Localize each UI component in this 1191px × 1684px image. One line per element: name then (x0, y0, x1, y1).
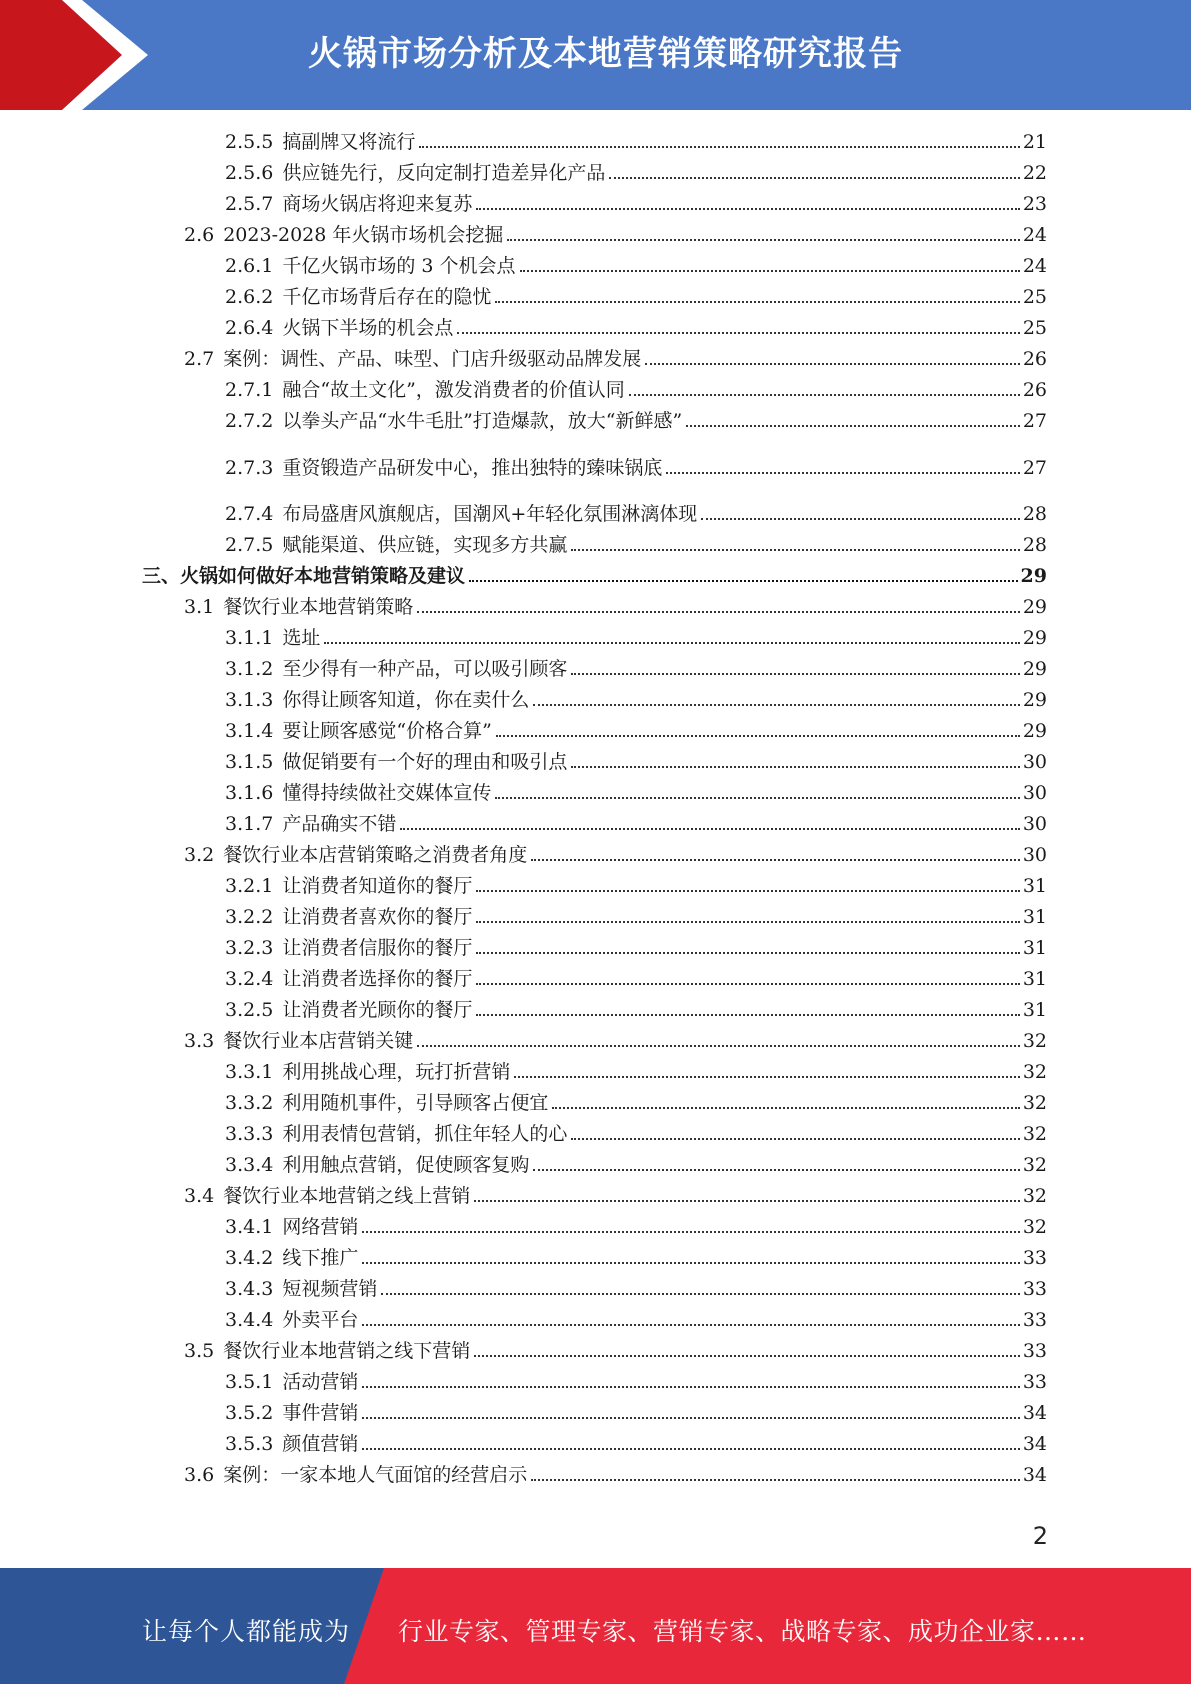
toc-entry[interactable] (225, 188, 1047, 216)
toc-entry-title: 利用随机事件，引导顾客占便宜 (282, 1092, 549, 1114)
toc-entry-number: 3.2.2 (225, 906, 274, 928)
toc-entry-number: 2.7.4 (225, 503, 274, 525)
toc-entry-title: 餐饮行业本地营销之线上营销 (223, 1185, 471, 1207)
toc-entry-number: 3.4.4 (225, 1309, 274, 1331)
toc-entry-label (184, 347, 641, 371)
toc-entry-label (225, 998, 472, 1022)
toc-entry-page: 24 (1022, 224, 1047, 246)
toc-entry-title: 事件营销 (282, 1402, 359, 1424)
toc-leader-dots (474, 1200, 1020, 1202)
toc-entry-title: 商场火锅店将迎来复苏 (282, 193, 473, 215)
toc-entry-page: 29 (1020, 565, 1047, 587)
toc-entry[interactable] (225, 1304, 1047, 1332)
toc-leader-dots (701, 518, 1020, 520)
toc-entry[interactable] (225, 498, 1047, 526)
toc-entry-number: 3.3.3 (225, 1123, 274, 1145)
toc-entry-number: 3.3.4 (225, 1154, 274, 1176)
toc-entry-page: 31 (1022, 999, 1047, 1021)
toc-entry-title: 餐饮行业本地营销之线下营销 (223, 1340, 471, 1362)
toc-entry[interactable] (225, 281, 1047, 309)
toc-entry[interactable] (184, 1180, 1047, 1208)
toc-entry-number: 3.1.4 (225, 720, 274, 742)
toc-entry-label (225, 1277, 377, 1301)
page-header (0, 0, 1191, 110)
toc-entry-title: 做促销要有一个好的理由和吸引点 (282, 751, 568, 773)
toc-entry[interactable] (225, 374, 1047, 402)
toc-entry-title: 案例：调性、产品、味型、门店升级驱动品牌发展 (223, 348, 642, 370)
toc-entry-title: 千亿市场背后存在的隐忧 (282, 286, 492, 308)
toc-entry-title: 你得让顾客知道，你在卖什么 (282, 689, 530, 711)
toc-entry-label (225, 1215, 358, 1239)
toc-entry-title: 让消费者信服你的餐厅 (282, 937, 473, 959)
toc-leader-dots (571, 549, 1019, 551)
toc-entry-number: 3.5.3 (225, 1433, 274, 1455)
footer-slogan-right: 行业专家、管理专家、营销专家、战略专家、成功企业家…… (398, 1617, 1087, 1646)
toc-entry-title: 布局盛唐风旗舰店，国潮风+年轻化氛围淋漓体现 (282, 503, 698, 525)
toc-entry-number: 3.1.7 (225, 813, 274, 835)
toc-leader-dots (552, 1107, 1019, 1109)
toc-entry-title: 融合“故土文化”，激发消费者的价值认同 (282, 379, 625, 401)
page-number: 2 (1032, 1522, 1048, 1550)
toc-leader-dots (476, 983, 1019, 985)
toc-leader-dots (324, 642, 1019, 644)
toc-entry-label (225, 161, 605, 185)
toc-leader-dots (629, 394, 1020, 396)
toc-entry-number: 3.5.2 (225, 1402, 274, 1424)
toc-entry-number: 2.7.1 (225, 379, 274, 401)
toc-entry[interactable] (225, 870, 1047, 898)
toc-entry-page: 33 (1022, 1309, 1047, 1331)
toc-entry-label (225, 812, 396, 836)
toc-entry-number: 2.6.4 (225, 317, 274, 339)
toc-entry-label (225, 1432, 358, 1456)
toc-entry-label (184, 1184, 470, 1208)
toc-entry-title: 网络营销 (282, 1216, 359, 1238)
toc-entry-page: 28 (1022, 534, 1047, 556)
toc-entry-title: 懂得持续做社交媒体宣传 (282, 782, 492, 804)
toc-entry-label (142, 564, 465, 588)
toc-entry-page: 26 (1022, 348, 1047, 370)
toc-entry-page: 25 (1022, 286, 1047, 308)
toc-leader-dots (381, 1293, 1019, 1295)
toc-entry-label (225, 1122, 567, 1146)
toc-entry-number: 3.2.4 (225, 968, 274, 990)
toc-leader-dots (400, 828, 1019, 830)
toc-entry-label (225, 456, 662, 480)
toc-entry[interactable] (225, 994, 1047, 1022)
toc-leader-dots (419, 146, 1019, 148)
toc-entry-page: 32 (1022, 1216, 1047, 1238)
toc-entry-label (225, 719, 492, 743)
toc-entry-number: 3.5.1 (225, 1371, 274, 1393)
toc-entry-title: 至少得有一种产品，可以吸引顾客 (282, 658, 568, 680)
toc-entry-page: 32 (1022, 1030, 1047, 1052)
page-footer (0, 1568, 1191, 1684)
toc-leader-dots (571, 673, 1019, 675)
toc-entry-page: 31 (1022, 968, 1047, 990)
toc-entry-title: 供应链先行，反向定制打造差异化产品 (282, 162, 606, 184)
toc-leader-dots (666, 472, 1019, 474)
toc-entry-label (184, 1339, 470, 1363)
toc-entry-page: 31 (1022, 875, 1047, 897)
toc-entry-page: 33 (1022, 1340, 1047, 1362)
toc-entry-label (225, 1308, 358, 1332)
toc-entry-title: 火锅下半场的机会点 (282, 317, 454, 339)
toc-entry-title: 短视频营销 (282, 1278, 378, 1300)
toc-entry[interactable] (225, 405, 1047, 433)
toc-entry[interactable] (225, 901, 1047, 929)
toc-leader-dots (520, 270, 1020, 272)
toc-entry-page: 31 (1022, 937, 1047, 959)
toc-entry-title: 搞副牌又将流行 (282, 131, 416, 153)
toc-entry-page: 27 (1022, 410, 1047, 432)
toc-entry-number: 三、 (142, 565, 181, 587)
toc-leader-dots (476, 921, 1019, 923)
toc-entry[interactable] (225, 452, 1047, 480)
toc-entry-label (225, 936, 472, 960)
toc-leader-dots (571, 766, 1019, 768)
toc-leader-dots (474, 1355, 1020, 1357)
toc-entry-title: 产品确实不错 (282, 813, 397, 835)
toc-entry[interactable] (225, 684, 1047, 712)
toc-entry-number: 2.5.6 (225, 162, 274, 184)
toc-entry-label (225, 192, 472, 216)
toc-entry-number: 3.3.2 (225, 1092, 274, 1114)
toc-entry-label (225, 285, 491, 309)
toc-entry-page: 25 (1022, 317, 1047, 339)
toc-entry-label (225, 254, 516, 278)
toc-leader-dots (514, 1076, 1019, 1078)
toc-entry-page: 30 (1022, 813, 1047, 835)
toc-leader-dots (362, 1262, 1019, 1264)
toc-entry-page: 26 (1022, 379, 1047, 401)
toc-entry-number: 3.3 (184, 1030, 215, 1052)
toc-leader-dots (533, 1169, 1019, 1171)
toc-leader-dots (533, 704, 1019, 706)
toc-entry-label (225, 905, 472, 929)
toc-entry-number: 3.4.3 (225, 1278, 274, 1300)
toc-entry-label (225, 657, 567, 681)
toc-entry-number: 3.3.1 (225, 1061, 274, 1083)
toc-entry[interactable] (225, 1242, 1047, 1270)
toc-entry-number: 3.2 (184, 844, 215, 866)
toc-entry-page: 21 (1022, 131, 1047, 153)
toc-entry-label (225, 1091, 548, 1115)
toc-entry-title: 餐饮行业本店营销策略之消费者角度 (223, 844, 528, 866)
toc-entry[interactable] (225, 126, 1047, 154)
toc-entry-title: 餐饮行业本地营销策略 (223, 596, 414, 618)
toc-entry[interactable] (225, 777, 1047, 805)
toc-leader-dots (476, 952, 1019, 954)
toc-leader-dots (495, 301, 1019, 303)
toc-entry-label (225, 781, 491, 805)
toc-entry-label (225, 378, 625, 402)
toc-entry[interactable] (225, 1056, 1047, 1084)
toc-entry[interactable] (184, 1025, 1047, 1053)
toc-entry-label (225, 626, 320, 650)
toc-entry-number: 2.6.1 (225, 255, 274, 277)
toc-entry-page: 23 (1022, 193, 1047, 215)
toc-entry[interactable] (225, 157, 1047, 185)
footer-slogan-left: 让每个人都能成为 (142, 1617, 351, 1646)
toc-entry-title: 餐饮行业本店营销关键 (223, 1030, 414, 1052)
toc-entry-label (225, 967, 472, 991)
toc-entry-number: 3.6 (184, 1464, 215, 1486)
toc-entry[interactable] (225, 1397, 1047, 1425)
toc-leader-dots (417, 611, 1020, 613)
toc-entry-page: 30 (1022, 844, 1047, 866)
toc-leader-dots (686, 425, 1020, 427)
toc-entry-title: 千亿火锅市场的 3 个机会点 (282, 255, 516, 277)
toc-entry-page: 27 (1022, 457, 1047, 479)
toc-entry-page: 34 (1022, 1433, 1047, 1455)
toc-entry[interactable] (142, 560, 1047, 588)
toc-leader-dots (362, 1386, 1019, 1388)
toc-entry-number: 3.4.2 (225, 1247, 274, 1269)
toc-entry-label (184, 595, 413, 619)
toc-entry-number: 3.1.6 (225, 782, 274, 804)
toc-entry-label (225, 502, 697, 526)
toc-entry[interactable] (184, 1335, 1047, 1363)
toc-entry-number: 3.2.1 (225, 875, 274, 897)
toc-entry-page: 33 (1022, 1278, 1047, 1300)
toc-entry-number: 3.2.5 (225, 999, 274, 1021)
toc-entry-title: 重资锻造产品研发中心，推出独特的臻味锅底 (282, 457, 663, 479)
toc-entry-number: 3.1 (184, 596, 215, 618)
toc-entry[interactable] (225, 1211, 1047, 1239)
toc-entry-page: 30 (1022, 782, 1047, 804)
toc-entry-number: 3.1.3 (225, 689, 274, 711)
toc-entry[interactable] (225, 1118, 1047, 1146)
toc-entry[interactable] (184, 591, 1047, 619)
toc-entry-title: 赋能渠道、供应链，实现多方共赢 (282, 534, 568, 556)
toc-entry-page: 29 (1022, 627, 1047, 649)
toc-entry-label (225, 130, 415, 154)
toc-entry-label (225, 1060, 510, 1084)
toc-entry-label (225, 1401, 358, 1425)
toc-entry-page: 29 (1022, 720, 1047, 742)
toc-entry[interactable] (225, 312, 1047, 340)
toc-entry-title: 选址 (282, 627, 321, 649)
toc-entry-label (225, 874, 472, 898)
toc-entry-title: 利用表情包营销，抓住年轻人的心 (282, 1123, 568, 1145)
toc-entry[interactable] (225, 1149, 1047, 1177)
toc-entry-page: 32 (1022, 1061, 1047, 1083)
toc-entry[interactable] (225, 1428, 1047, 1456)
toc-entry-title: 让消费者喜欢你的餐厅 (282, 906, 473, 928)
toc-entry-title: 利用触点营销，促使顾客复购 (282, 1154, 530, 1176)
toc-entry-number: 2.6.2 (225, 286, 274, 308)
toc-entry-page: 34 (1022, 1464, 1047, 1486)
toc-entry-page: 29 (1022, 689, 1047, 711)
header-title: 火锅市场分析及本地营销策略研究报告 (308, 34, 903, 74)
toc-entry[interactable] (225, 250, 1047, 278)
toc-entry[interactable] (184, 343, 1047, 371)
toc-entry-title: 让消费者知道你的餐厅 (282, 875, 473, 897)
toc-entry-number: 3.1.5 (225, 751, 274, 773)
toc-entry-number: 3.4.1 (225, 1216, 274, 1238)
toc-leader-dots (476, 208, 1019, 210)
toc-entry[interactable] (184, 219, 1047, 247)
toc-entry[interactable] (225, 622, 1047, 650)
toc-entry-page: 32 (1022, 1185, 1047, 1207)
toc-entry-title: 让消费者光顾你的餐厅 (282, 999, 473, 1021)
toc-leader-dots (362, 1324, 1019, 1326)
toc-leader-dots (362, 1417, 1019, 1419)
toc-entry-page: 29 (1022, 596, 1047, 618)
toc-entry-title: 2023-2028 年火锅市场机会挖掘 (223, 224, 504, 246)
toc-entry-number: 3.1.2 (225, 658, 274, 680)
toc-entry-title: 案例：一家本地人气面馆的经营启示 (223, 1464, 528, 1486)
toc-leader-dots (531, 859, 1020, 861)
toc-entry[interactable] (225, 1366, 1047, 1394)
toc-entry-label (225, 1370, 358, 1394)
toc-entry-page: 30 (1022, 751, 1047, 773)
toc-entry-page: 28 (1022, 503, 1047, 525)
toc-entry-label (225, 409, 682, 433)
toc-entry-page: 29 (1022, 658, 1047, 680)
toc-leader-dots (457, 332, 1019, 334)
toc-entry[interactable] (225, 653, 1047, 681)
toc-leader-dots (362, 1448, 1019, 1450)
toc-entry-page: 33 (1022, 1247, 1047, 1269)
toc-entry[interactable] (225, 1273, 1047, 1301)
toc-entry-page: 34 (1022, 1402, 1047, 1424)
toc-entry[interactable] (184, 839, 1047, 867)
toc-entry-page: 32 (1022, 1092, 1047, 1114)
toc-leader-dots (476, 1014, 1019, 1016)
toc-entry-page: 31 (1022, 906, 1047, 928)
toc-entry-label (225, 1246, 358, 1270)
toc-entry-title: 以拳头产品“水牛毛肚”打造爆款，放大“新鲜感” (282, 410, 683, 432)
toc-entry-title: 利用挑战心理，玩打折营销 (282, 1061, 511, 1083)
toc-entry-title: 外卖平台 (282, 1309, 359, 1331)
toc-leader-dots (507, 239, 1019, 241)
toc-entry-number: 2.5.5 (225, 131, 274, 153)
toc-entry-title: 火锅如何做好本地营销策略及建议 (180, 565, 466, 587)
toc-entry[interactable] (225, 529, 1047, 557)
toc-leader-dots (362, 1231, 1019, 1233)
toc-entry[interactable] (225, 932, 1047, 960)
toc-entry-number: 3.2.3 (225, 937, 274, 959)
toc-entry-number: 2.7 (184, 348, 215, 370)
toc-entry-number: 3.1.1 (225, 627, 274, 649)
toc-entry-title: 颜值营销 (282, 1433, 359, 1455)
toc-leader-dots (469, 580, 1018, 582)
toc-leader-dots (496, 735, 1020, 737)
toc-entry-page: 24 (1022, 255, 1047, 277)
toc-entry-number: 2.7.3 (225, 457, 274, 479)
toc-entry-page: 22 (1022, 162, 1047, 184)
toc-entry-number: 2.6 (184, 224, 215, 246)
toc-entry-label (225, 750, 567, 774)
toc-entry-title: 活动营销 (282, 1371, 359, 1393)
toc-entry-label (225, 1153, 529, 1177)
toc-entry-title: 线下推广 (282, 1247, 359, 1269)
toc-entry-title: 要让顾客感觉“价格合算” (282, 720, 492, 742)
toc-entry[interactable] (225, 808, 1047, 836)
toc-entry[interactable] (184, 1459, 1047, 1487)
toc-entry-number: 2.7.2 (225, 410, 274, 432)
toc-leader-dots (495, 797, 1019, 799)
toc-leader-dots (609, 177, 1019, 179)
toc-entry-page: 33 (1022, 1371, 1047, 1393)
toc-entry[interactable] (225, 963, 1047, 991)
toc-entry[interactable] (225, 1087, 1047, 1115)
toc-entry-label (184, 223, 503, 247)
toc-entry-number: 2.5.7 (225, 193, 274, 215)
toc-entry-label (184, 1463, 527, 1487)
toc-leader-dots (571, 1138, 1019, 1140)
toc-entry-label (184, 1029, 413, 1053)
toc-entry-label (225, 688, 529, 712)
toc-entry-label (225, 316, 453, 340)
toc-entry[interactable] (225, 746, 1047, 774)
toc-entry-number: 3.4 (184, 1185, 215, 1207)
toc-entry-number: 2.7.5 (225, 534, 274, 556)
toc-leader-dots (645, 363, 1020, 365)
toc-leader-dots (476, 890, 1019, 892)
toc-entry-page: 32 (1022, 1123, 1047, 1145)
toc-leader-dots (531, 1479, 1020, 1481)
toc-entry-label (184, 843, 527, 867)
toc-entry[interactable] (225, 715, 1047, 743)
toc-entry-number: 3.5 (184, 1340, 215, 1362)
toc-entry-label (225, 533, 567, 557)
toc-leader-dots (417, 1045, 1020, 1047)
toc-entry-page: 32 (1022, 1154, 1047, 1176)
toc-entry-title: 让消费者选择你的餐厅 (282, 968, 473, 990)
